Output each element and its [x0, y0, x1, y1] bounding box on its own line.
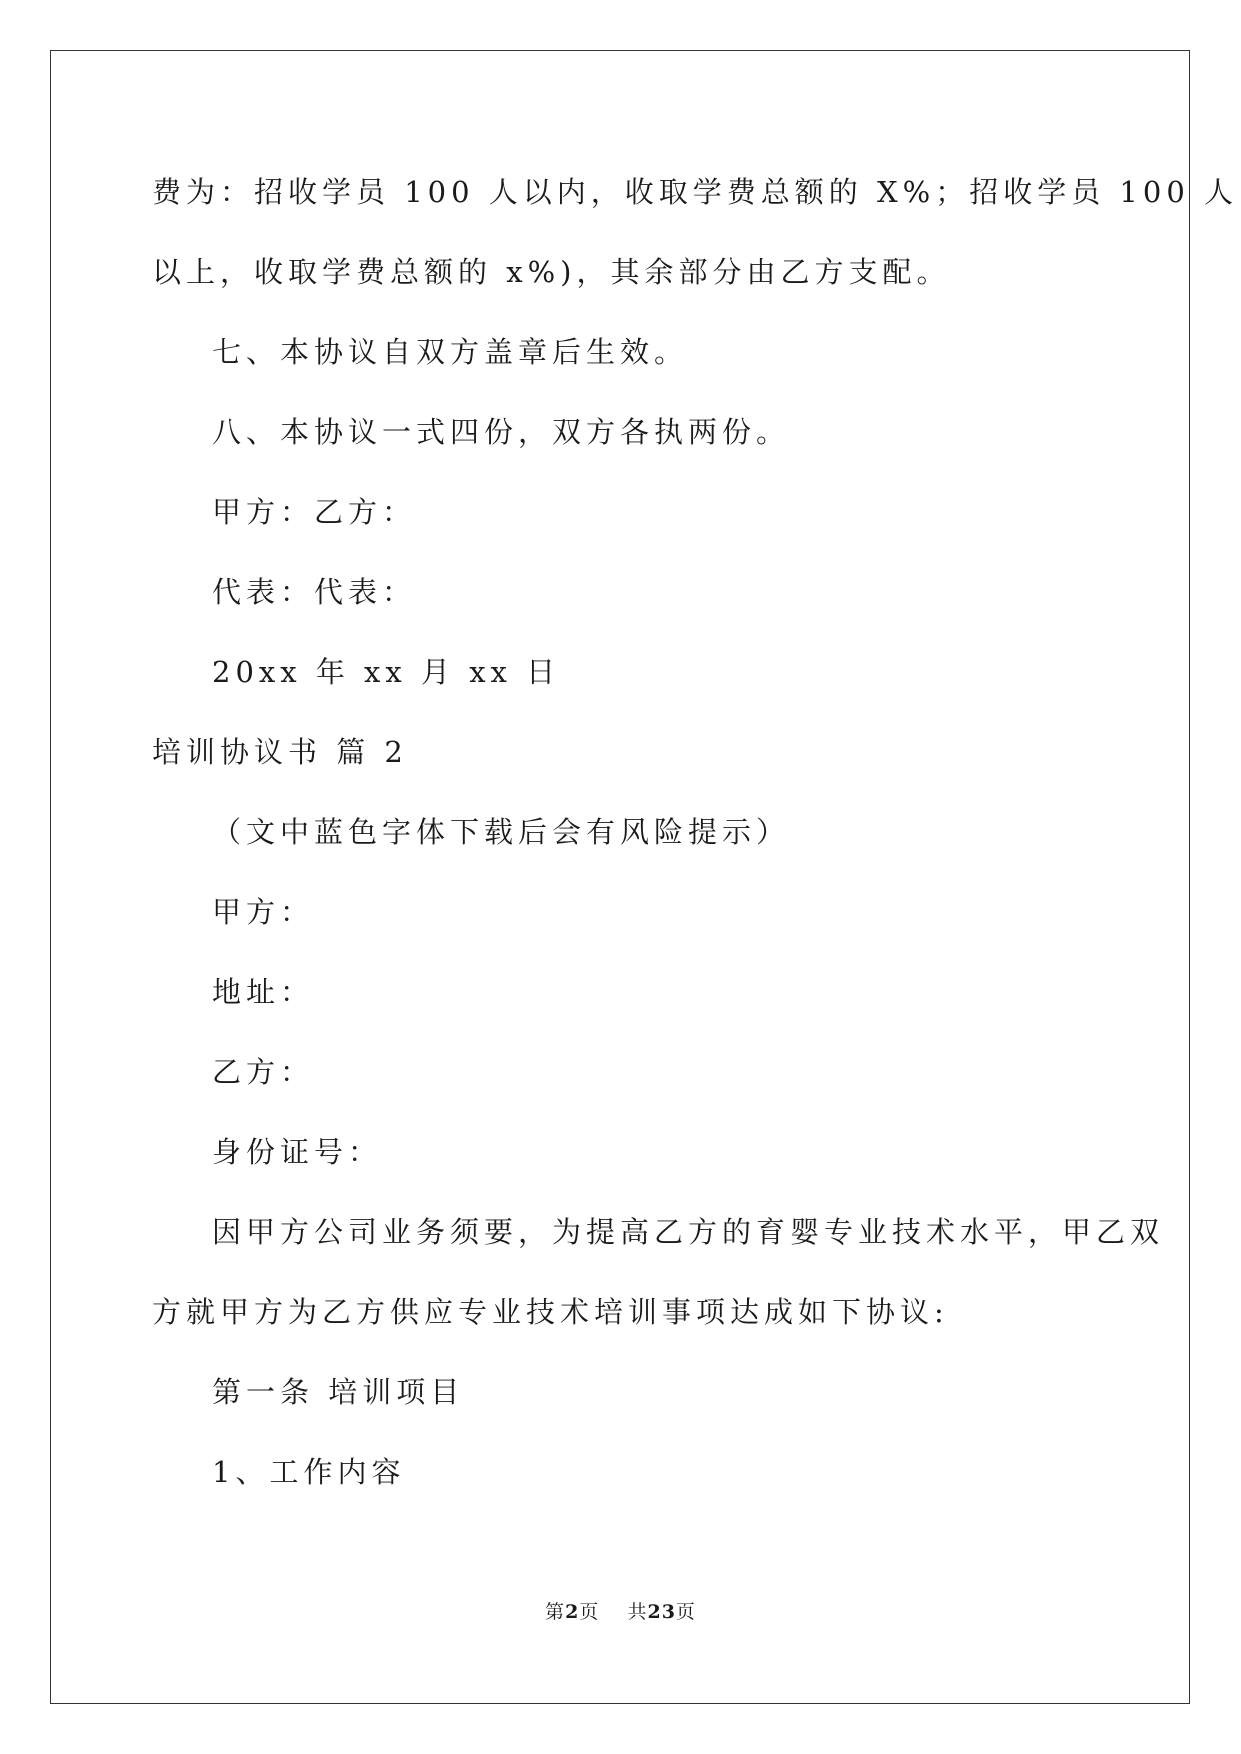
signature-parties: 甲方：乙方： — [212, 495, 417, 529]
address-label: 地址： — [212, 975, 315, 1009]
section-heading: 培训协议书 篇 2 — [152, 735, 408, 769]
preamble-line-1: 因甲方公司业务须要，为提高乙方的育婴专业技术水平，甲乙双 — [212, 1215, 1165, 1249]
preamble-line-2: 方就甲方为乙方供应专业技术培训事项达成如下协议: — [152, 1295, 949, 1329]
footer-prefix: 第 — [545, 1601, 566, 1623]
party-a-label: 甲方： — [212, 895, 315, 929]
party-b-label: 乙方： — [212, 1055, 315, 1089]
clause-seven: 七、本协议自双方盖章后生效。 — [212, 335, 689, 369]
clause-eight: 八、本协议一式四份，双方各执两份。 — [212, 415, 791, 449]
paragraph-fee-continued: 费为：招收学员 100 人以内，收取学费总额的 X%；招收学员 100 人 — [152, 175, 1238, 209]
paragraph-fee-end: 以上，收取学费总额的 x%)，其余部分由乙方支配。 — [152, 255, 951, 289]
footer-middle: 页 共 — [579, 1601, 648, 1623]
article-one-heading: 第一条 培训项目 — [212, 1375, 465, 1409]
page-footer — [0, 1597, 1241, 1624]
current-page-number: 2 — [565, 1601, 580, 1623]
signature-representatives: 代表：代表： — [212, 575, 417, 609]
signature-date: 20xx 年 xx 月 xx 日 — [212, 655, 561, 689]
id-number-label: 身份证号： — [212, 1135, 383, 1169]
footer-suffix: 页 — [675, 1601, 696, 1623]
work-content-heading: 1、工作内容 — [212, 1455, 406, 1489]
risk-note: （文中蓝色字体下载后会有风险提示） — [212, 815, 791, 849]
total-pages-number: 23 — [647, 1601, 676, 1623]
